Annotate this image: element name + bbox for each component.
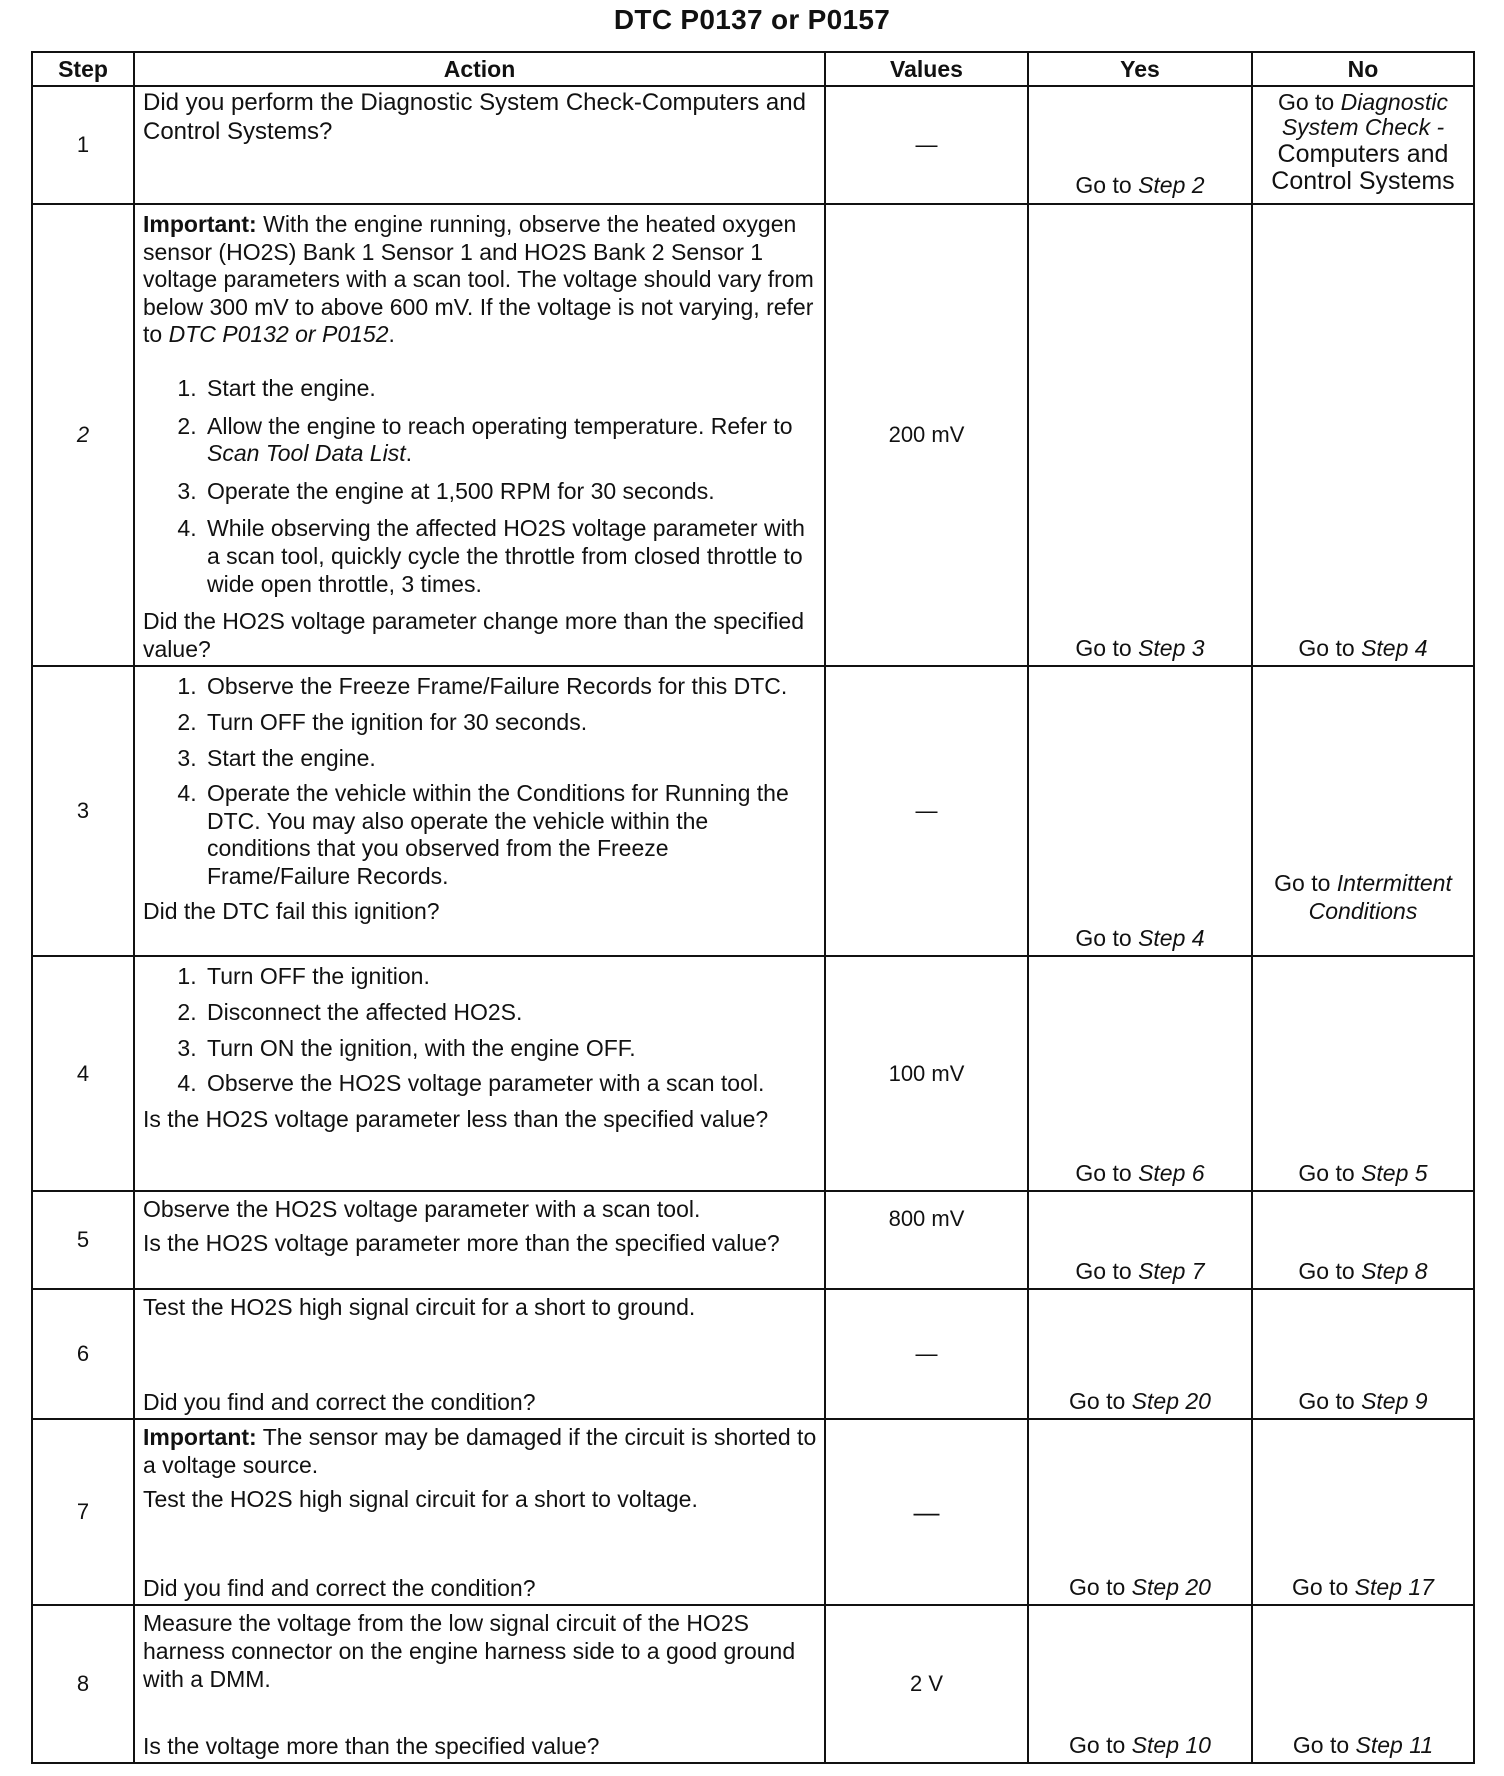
- no-cell: [1252, 1191, 1474, 1289]
- question-text: Is the voltage more than the specified value?: [143, 1732, 600, 1759]
- no-step-link[interactable]: Step 4: [1361, 634, 1428, 661]
- list-item: 1. Start the engine.: [203, 375, 818, 403]
- value-cell: —: [825, 1419, 1028, 1605]
- no-cell: [1252, 1419, 1474, 1605]
- yes-step-link[interactable]: Step 4: [1138, 924, 1205, 951]
- step-number: 1: [32, 86, 134, 204]
- list-item: 1. Turn OFF the ignition.: [203, 963, 818, 991]
- yes-cell: [1028, 1289, 1252, 1419]
- list-item: 2. Disconnect the affected HO2S.: [203, 999, 818, 1027]
- yes-step-link[interactable]: Step 2: [1138, 172, 1205, 199]
- question-text: Did the DTC fail this ignition?: [143, 898, 440, 925]
- no-step-link[interactable]: Step 11: [1355, 1731, 1434, 1758]
- yes-prefix: Go to: [1069, 1731, 1132, 1758]
- no-prefix: Go to: [1298, 1159, 1362, 1186]
- no-step-link[interactable]: Diagnostic System Check -: [1281, 89, 1449, 141]
- no-cell: [1252, 86, 1474, 204]
- action-cell: [134, 666, 825, 956]
- action-text: Test the HO2S high signal circuit for a short to ground.: [143, 1294, 696, 1321]
- important-text: With the engine running, observe the heated oxygen sensor (HO2S) Bank 1 Sensor 1 and HO2S Bank 2 Sensor 1 voltage parameters with a scan tool. The voltage should vary from below 300 mV to above 600 mV. If the voltage is not varying, refer to: [143, 211, 814, 348]
- step-number-text: 2: [76, 421, 90, 447]
- question-text: Did you find and correct the condition?: [143, 1574, 536, 1601]
- no-step-link[interactable]: Intermittent Conditions: [1308, 870, 1452, 924]
- no-prefix: Go to: [1292, 1573, 1355, 1600]
- no-prefix: Go to: [1298, 1257, 1362, 1284]
- table-row: [32, 956, 1474, 1191]
- important-text: The sensor may be damaged if the circuit is shorted to a voltage source.: [143, 1424, 817, 1478]
- action-cell: [134, 956, 825, 1191]
- header-yes: Yes: [1028, 52, 1252, 86]
- yes-step-link[interactable]: Step 6: [1138, 1159, 1205, 1186]
- step-number: 5: [32, 1191, 134, 1289]
- yes-step-link[interactable]: Step 20: [1131, 1387, 1211, 1414]
- table-row: [32, 1605, 1474, 1763]
- yes-step-link[interactable]: Step 3: [1138, 634, 1205, 661]
- step-number: 3: [32, 666, 134, 956]
- value-cell: 2 V: [825, 1605, 1028, 1763]
- yes-cell: [1028, 1605, 1252, 1763]
- procedure-list: [143, 963, 818, 1097]
- important-note: [143, 207, 818, 349]
- question-text: Is the HO2S voltage parameter less than the specified value?: [143, 1105, 769, 1132]
- no-cell: [1252, 1289, 1474, 1419]
- important-note: [143, 1422, 818, 1479]
- yes-prefix: Go to: [1075, 924, 1139, 951]
- yes-prefix: Go to: [1069, 1387, 1132, 1414]
- question-text: Did you find and correct the condition?: [143, 1388, 536, 1415]
- yes-prefix: Go to: [1075, 1257, 1139, 1284]
- value-cell: 200 mV: [825, 204, 1028, 666]
- question-text: Is the HO2S voltage parameter more than the specified value?: [143, 1229, 780, 1256]
- no-step-link[interactable]: Step 8: [1361, 1257, 1428, 1284]
- document-title: DTC P0137 or P0157: [613, 4, 891, 35]
- yes-prefix: Go to: [1075, 1159, 1139, 1186]
- important-ref-link[interactable]: DTC P0132 or P0152: [168, 321, 389, 348]
- no-prefix: Go to: [1292, 1731, 1356, 1758]
- table-header-row: [32, 52, 1474, 86]
- table-row: [32, 86, 1474, 204]
- procedure-list: [143, 375, 818, 598]
- action-text: Measure the voltage from the low signal circuit of the HO2S harness connector on the engine harness side to a good ground with a DMM.: [143, 1610, 796, 1692]
- yes-cell: [1028, 86, 1252, 204]
- important-end: .: [388, 321, 395, 348]
- no-step-link[interactable]: Step 9: [1361, 1387, 1428, 1414]
- value-cell: —: [825, 86, 1028, 204]
- list-item: [203, 413, 818, 468]
- no-cell: [1252, 204, 1474, 666]
- value-cell: 800 mV: [825, 1191, 1028, 1289]
- list-item: 4. While observing the affected HO2S voltage parameter with a scan tool, quickly cycle the throttle from closed throttle to wide open throttle, 3 times.: [203, 515, 818, 598]
- no-suffix: Computers and Control Systems: [1271, 139, 1455, 196]
- step-number: 6: [32, 1289, 134, 1419]
- no-step-link[interactable]: Step 5: [1361, 1159, 1428, 1186]
- action-cell: [134, 1191, 825, 1289]
- value-cell: —: [825, 666, 1028, 956]
- table-row: [32, 1419, 1474, 1605]
- no-prefix: Go to: [1274, 870, 1337, 897]
- action-cell: [134, 1419, 825, 1605]
- action-cell: [134, 204, 825, 666]
- list-item-ref-link[interactable]: Scan Tool Data List: [207, 440, 406, 467]
- yes-step-link[interactable]: Step 7: [1138, 1257, 1205, 1284]
- no-cell: [1252, 956, 1474, 1191]
- action-text: Test the HO2S high signal circuit for a short to voltage.: [143, 1485, 698, 1512]
- step-number: 8: [32, 1605, 134, 1763]
- action-cell: [134, 86, 825, 204]
- yes-prefix: Go to: [1075, 172, 1139, 199]
- list-item: 1. Observe the Freeze Frame/Failure Records for this DTC.: [203, 673, 818, 701]
- yes-step-link[interactable]: Step 10: [1131, 1731, 1211, 1758]
- list-item: 3. Start the engine.: [203, 745, 818, 773]
- yes-prefix: Go to: [1069, 1573, 1132, 1600]
- yes-cell: [1028, 1191, 1252, 1289]
- table-row: [32, 1289, 1474, 1419]
- important-label: Important:: [143, 211, 257, 237]
- header-action: Action: [134, 52, 825, 86]
- list-item-end: .: [405, 440, 412, 467]
- list-item: 3. Turn ON the ignition, with the engine OFF.: [203, 1035, 818, 1063]
- important-label: Important:: [143, 1424, 257, 1451]
- yes-cell: [1028, 956, 1252, 1191]
- action-text: Did you perform the Diagnostic System Check-Computers and Control Systems?: [143, 89, 806, 145]
- step-number: 4: [32, 956, 134, 1191]
- no-step-link[interactable]: Step 17: [1354, 1573, 1434, 1600]
- yes-cell: [1028, 1419, 1252, 1605]
- list-item: 2. Turn OFF the ignition for 30 seconds.: [203, 709, 818, 737]
- table-row: [32, 204, 1474, 666]
- action-cell: [134, 1605, 825, 1763]
- no-prefix: Go to: [1298, 1387, 1362, 1414]
- table-row: [32, 666, 1474, 956]
- yes-cell: [1028, 204, 1252, 666]
- value-cell: 100 mV: [825, 956, 1028, 1191]
- value-cell: —: [825, 1289, 1028, 1419]
- list-item: 4. Operate the vehicle within the Conditions for Running the DTC. You may also operate the vehicle within the conditions that you observed from the Freeze Frame/Failure Records.: [203, 780, 818, 890]
- list-item-text: Allow the engine to reach operating temperature. Refer to: [207, 412, 793, 439]
- no-cell: [1252, 666, 1474, 956]
- yes-prefix: Go to: [1075, 634, 1139, 661]
- list-item: 4. Observe the HO2S voltage parameter with a scan tool.: [203, 1070, 818, 1098]
- header-step: Step: [32, 52, 134, 86]
- no-cell: [1252, 1605, 1474, 1763]
- procedure-list: [143, 673, 818, 890]
- step-number: [32, 204, 134, 666]
- diagnostic-table: [31, 51, 1475, 1764]
- table-row: [32, 1191, 1474, 1289]
- action-text: Observe the HO2S voltage parameter with a scan tool.: [143, 1196, 701, 1223]
- yes-step-link[interactable]: Step 20: [1131, 1573, 1211, 1600]
- no-prefix: Go to: [1277, 89, 1341, 115]
- action-cell: [134, 1289, 825, 1419]
- yes-cell: [1028, 666, 1252, 956]
- header-no: No: [1252, 52, 1474, 86]
- list-item: 3. Operate the engine at 1,500 RPM for 30 seconds.: [203, 478, 818, 506]
- question-text: Did the HO2S voltage parameter change more than the specified value?: [143, 608, 804, 662]
- step-number: 7: [32, 1419, 134, 1605]
- header-values: Values: [825, 52, 1028, 86]
- no-prefix: Go to: [1298, 634, 1362, 661]
